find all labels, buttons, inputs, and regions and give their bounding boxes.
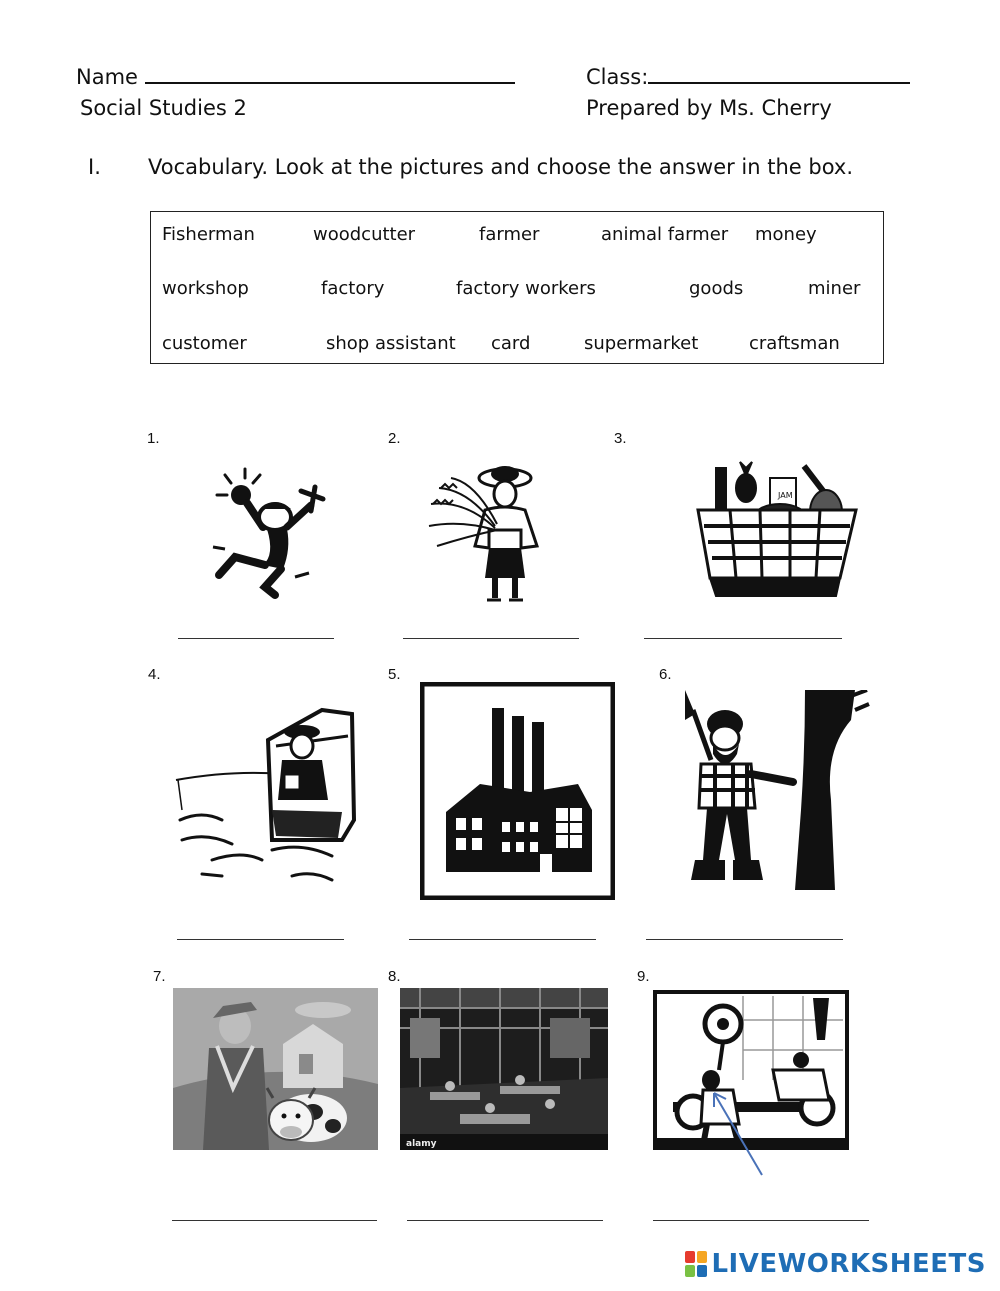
answer-field-9[interactable] (653, 1196, 869, 1221)
answer-field-1[interactable] (178, 614, 334, 639)
question-number: 5. (388, 666, 401, 683)
factory-icon (420, 682, 615, 900)
goods-basket-icon (680, 450, 870, 610)
answer-field-3[interactable] (644, 614, 842, 639)
name-underline (145, 64, 515, 84)
word-item: Fisherman (162, 224, 255, 245)
question-number: 3. (614, 430, 627, 447)
word-item: money (755, 224, 817, 245)
question-number: 7. (153, 968, 166, 985)
logo-mark-icon (685, 1251, 707, 1277)
animal-farmer-icon (173, 988, 378, 1150)
word-item: factory workers (456, 278, 596, 299)
word-item: card (491, 333, 531, 354)
word-item: miner (808, 278, 861, 299)
answer-field-6[interactable] (646, 915, 843, 940)
class-underline (648, 64, 910, 84)
question-number: 1. (147, 430, 160, 447)
pointer-arrow-icon (700, 1085, 770, 1180)
question-number: 9. (637, 968, 650, 985)
miner-icon (205, 465, 335, 600)
word-item: shop assistant (326, 333, 456, 354)
svg-text:alamy: alamy (406, 1139, 437, 1149)
answer-field-7[interactable] (172, 1196, 377, 1221)
answer-field-4[interactable] (177, 915, 344, 940)
word-box (150, 211, 884, 364)
word-item: supermarket (584, 333, 699, 354)
word-item: factory (321, 278, 385, 299)
workshop-icon (400, 988, 608, 1150)
word-item: farmer (479, 224, 540, 245)
woodcutter-icon (655, 690, 870, 895)
answer-field-2[interactable] (403, 614, 579, 639)
question-number: 8. (388, 968, 401, 985)
name-line (76, 64, 515, 89)
section-instruction: Vocabulary. Look at the pictures and choose the answer in the box. (148, 155, 854, 179)
answer-field-5[interactable] (409, 915, 596, 940)
class-label: Class: (586, 65, 649, 89)
question-number: 2. (388, 430, 401, 447)
name-label: Name (76, 65, 138, 89)
prepared-by: Prepared by Ms. Cherry (586, 96, 832, 120)
question-number: 6. (659, 666, 672, 683)
logo-text: LIVEWORKSHEETS (711, 1249, 986, 1279)
word-item: goods (689, 278, 744, 299)
word-item: workshop (162, 278, 249, 299)
word-item: animal farmer (601, 224, 729, 245)
section-numeral: I. (88, 155, 101, 179)
svg-text:JAM: JAM (778, 491, 793, 500)
word-item: customer (162, 333, 247, 354)
word-item: woodcutter (313, 224, 416, 245)
fisherman-icon (172, 700, 357, 895)
answer-field-8[interactable] (407, 1196, 603, 1221)
farmer-icon (425, 460, 560, 605)
question-number: 4. (148, 666, 161, 683)
liveworksheets-logo (685, 1249, 986, 1279)
word-item: craftsman (749, 333, 840, 354)
subject-title: Social Studies 2 (80, 96, 247, 120)
class-line (586, 64, 910, 89)
